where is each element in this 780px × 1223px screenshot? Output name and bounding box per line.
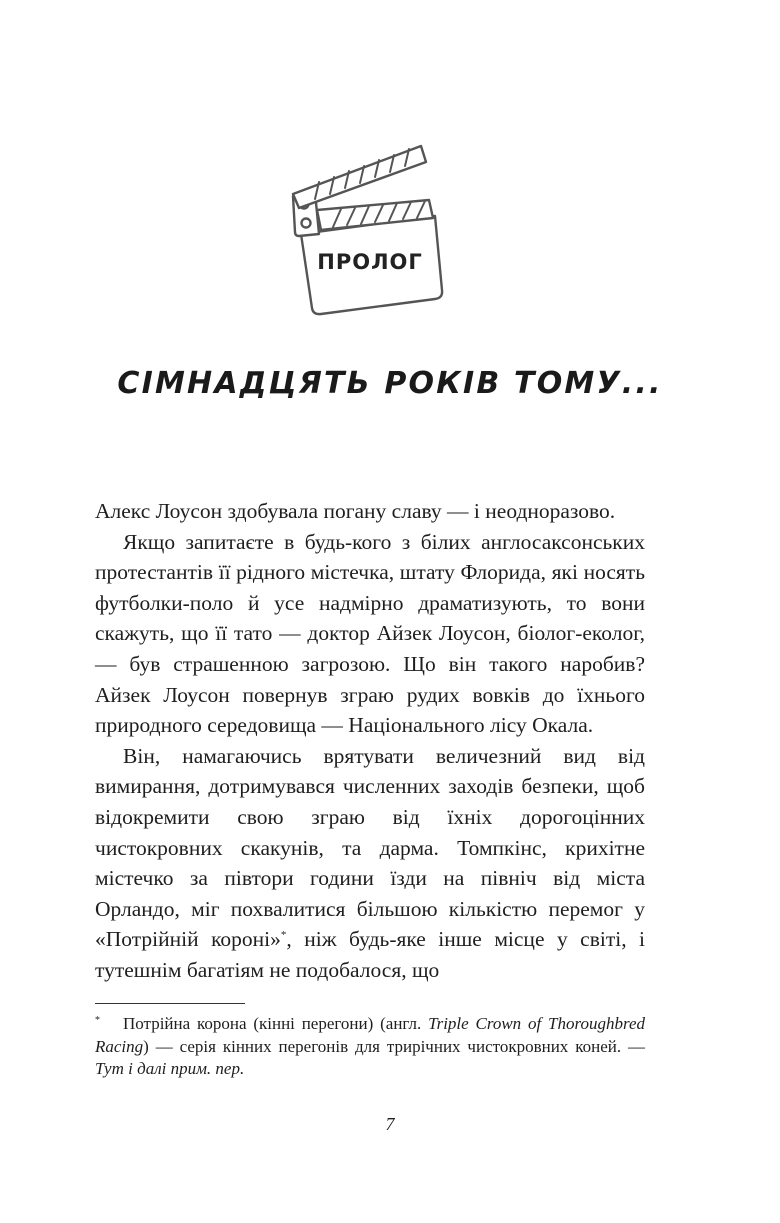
- page-number: 7: [385, 1114, 395, 1134]
- footnote-divider: [95, 1003, 245, 1004]
- body-text: [95, 496, 645, 986]
- footnote-english-title: Triple Crown of Thoroughbred Racing: [95, 1014, 646, 1056]
- paragraph-3-part-1: Він, намагаючись врятувати величезний вид від вимирання, дотримувався численних заходів безпеки, щоб відокремити свою зграю від їхніх дорогоцінних чистокровних скакунів, та дарма. Томпкінс, крихітне містечко за півтори години їзди на північ від міста Орландо, міг похвалитися більшою кількістю перемог у «Потрійній короні»: [95, 743, 645, 952]
- footnote-text-a: Потрійна корона (кінні перегони) (англ.: [123, 1014, 429, 1033]
- paragraph-3: [95, 741, 645, 986]
- paragraph-3-part-2: , ніж будь-яке інше місце у світі, і тутешнім багатіям не подобалося, що: [95, 927, 646, 982]
- clapperboard-icon: [285, 138, 455, 320]
- chapter-subtitle: СІМНАДЦЯТЬ РОКІВ ТОМУ...: [117, 366, 663, 401]
- paragraph-2: Якщо запитаєте в будь-кого з білих англосаксонських протестантів її рідного містечка, штату Флорида, які носять футболки-поло й усе надмірно драматизують, то вони скажуть, що її тато — доктор Айзек Лоусон, біолог-еколог, — був страшенною загрозою. Що він такого наробив? Айзек Лоусон повернув зграю рудих вовків до їхнього природного середовища — Національного лісу Окала.: [95, 529, 645, 738]
- footnote-translator-note: Тут і далі прим. пер.: [95, 1059, 245, 1079]
- footnote: [95, 1013, 645, 1081]
- footnote-reference[interactable]: *: [280, 929, 287, 942]
- footnote-mark: *: [95, 1015, 100, 1026]
- chapter-label: ПРОЛОГ: [317, 250, 423, 274]
- footnote-text: [95, 1013, 645, 1081]
- footnote-text-b: ) — серія кінних перегонів для трирічних чистокровних коней. —: [143, 1036, 645, 1056]
- paragraph-1: Алекс Лоусон здобувала погану славу — і неодноразово.: [95, 499, 616, 523]
